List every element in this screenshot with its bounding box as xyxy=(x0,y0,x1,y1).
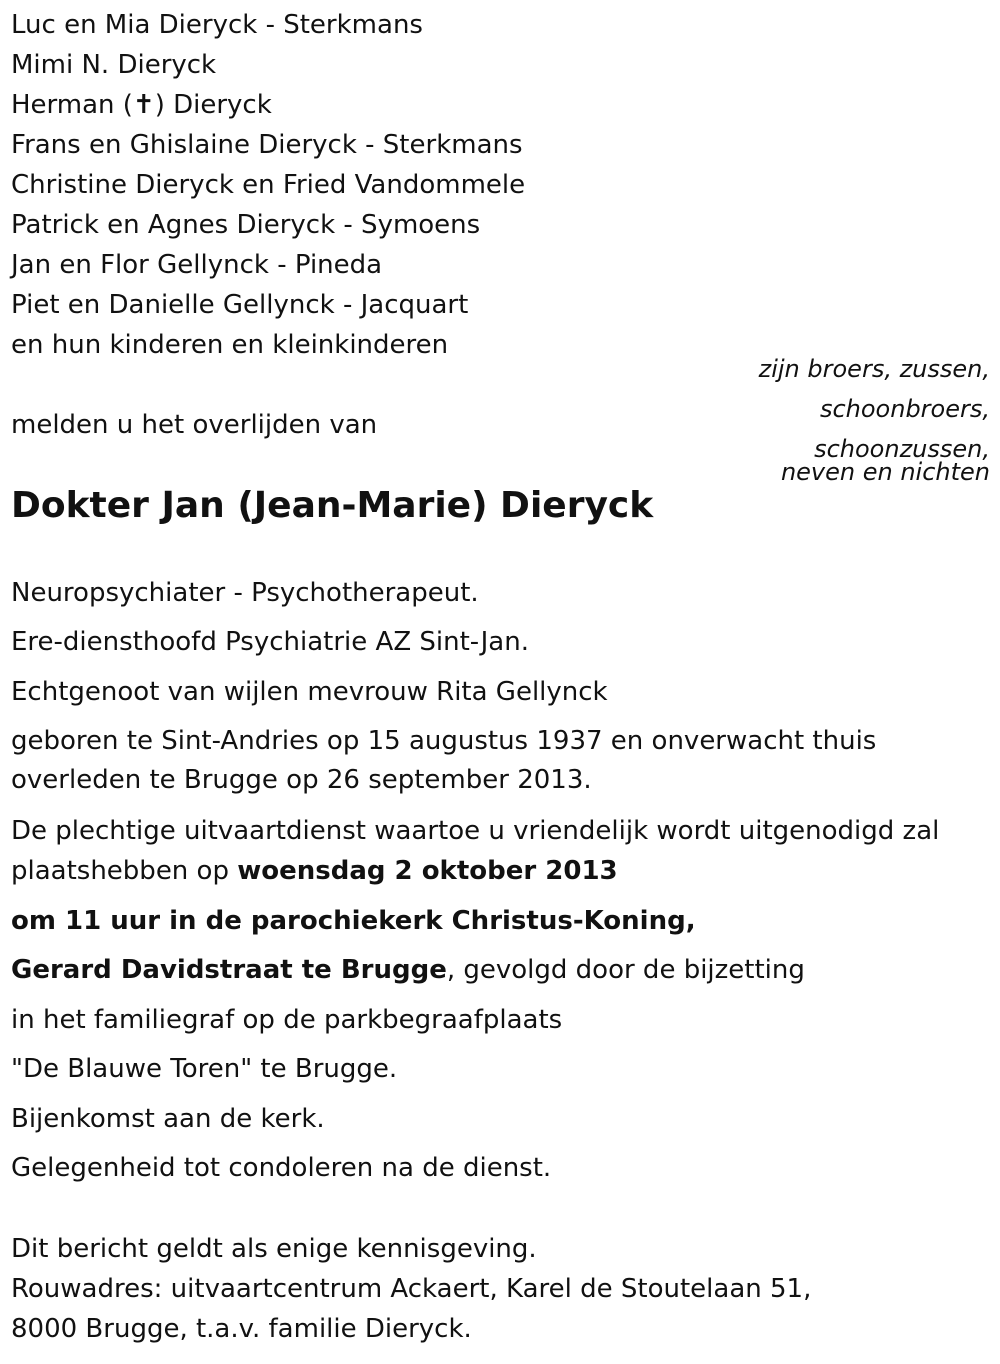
service-line-2 xyxy=(11,851,618,891)
service-date: woensdag 2 oktober 2013 xyxy=(237,856,618,886)
relation-line-2: schoonbroers, xyxy=(819,395,990,423)
family-line-7: Jan en Flor Gellynck - Pineda xyxy=(11,250,383,280)
family-line-1: Luc en Mia Dieryck - Sterkmans xyxy=(11,10,423,40)
burial-line-1: in het familiegraf op de parkbegraafplaats xyxy=(11,1005,563,1035)
relation-line-4: neven en nichten xyxy=(780,458,990,486)
born-line-1: geboren te Sint-Andries op 15 augustus 1937 en onverwacht thuis xyxy=(11,726,877,756)
service-line-1: De plechtige uitvaartdienst waartoe u vriendelijk wordt uitgenodigd zal xyxy=(11,816,940,846)
family-line-2: Mimi N. Dieryck xyxy=(11,50,217,80)
family-line-5: Christine Dieryck en Fried Vandommele xyxy=(11,170,526,200)
service-time-place: om 11 uur in de parochiekerk Christus-Koning, xyxy=(11,906,696,936)
family-line-9: en hun kinderen en kleinkinderen xyxy=(11,330,449,360)
relation-line-1: zijn broers, zussen, xyxy=(758,355,990,383)
family-line-3: Herman (✝) Dieryck xyxy=(11,90,272,120)
notice: Dit bericht geldt als enige kennisgeving. xyxy=(11,1234,537,1264)
address-line-1: Rouwadres: uitvaartcentrum Ackaert, Karel de Stoutelaan 51, xyxy=(11,1274,812,1304)
announce-text: melden u het overlijden van xyxy=(11,410,378,440)
deceased-name: Dokter Jan (Jean-Marie) Dieryck xyxy=(11,485,654,526)
relation-line-3: schoonzussen, xyxy=(814,435,990,463)
service-street: Gerard Davidstraat te Brugge xyxy=(11,955,447,985)
service-street-line xyxy=(11,950,805,990)
born-line-2: overleden te Brugge op 26 september 2013. xyxy=(11,765,592,795)
spouse: Echtgenoot van wijlen mevrouw Rita Gellynck xyxy=(11,677,608,707)
burial-line-2: "De Blauwe Toren" te Brugge. xyxy=(11,1054,398,1084)
condolences: Gelegenheid tot condoleren na de dienst. xyxy=(11,1153,552,1183)
family-line-4: Frans en Ghislaine Dieryck - Sterkmans xyxy=(11,130,523,160)
gathering: Bijenkomst aan de kerk. xyxy=(11,1104,325,1134)
profession: Neuropsychiater - Psychotherapeut. xyxy=(11,578,479,608)
family-line-8: Piet en Danielle Gellynck - Jacquart xyxy=(11,290,469,320)
family-line-6: Patrick en Agnes Dieryck - Symoens xyxy=(11,210,481,240)
service-line-2-prefix: plaatshebben op xyxy=(11,856,238,886)
address-line-2: 8000 Brugge, t.a.v. familie Dieryck. xyxy=(11,1314,472,1344)
service-street-suffix: , gevolgd door de bijzetting xyxy=(446,955,805,985)
position: Ere-diensthoofd Psychiatrie AZ Sint-Jan. xyxy=(11,627,529,657)
